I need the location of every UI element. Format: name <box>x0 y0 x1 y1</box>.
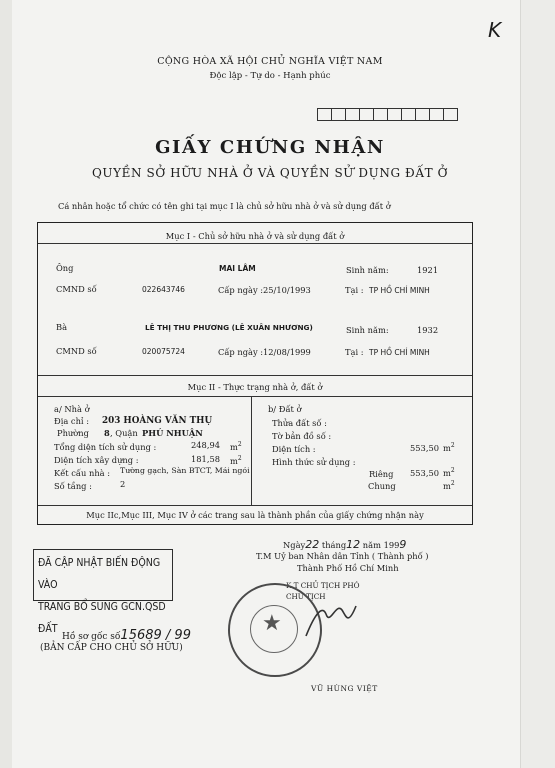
map-sheet-label: Tờ bản đồ số : <box>272 431 332 441</box>
owner2-birth-year: 1932 <box>417 325 439 335</box>
address-label: Địa chỉ : <box>54 416 90 426</box>
owner2-place: TP HỒ CHÍ MINH <box>369 348 430 357</box>
signature-title: K.T CHỦ TỊCH PHÓ CHỦ TỊCH <box>286 581 360 601</box>
owner2-birth-label: Sinh năm: <box>346 325 389 335</box>
floor-area-unit: $m^2$ <box>230 441 242 452</box>
serial-number-boxes <box>317 108 457 121</box>
owner1-birth-year: 1921 <box>417 265 439 275</box>
floor-area-value: 248,94 <box>191 440 221 450</box>
floors-label: Số tầng : <box>54 481 92 491</box>
owner1-id-number: 022643746 <box>142 285 185 294</box>
owner1-id-label: CMND số <box>56 284 97 294</box>
owner2-name: LÊ THỊ THU PHƯƠNG (LÊ XUÂN NHƯƠNG) <box>145 323 313 332</box>
section2-heading: Mục II - Thực trạng nhà ở, đất ở <box>187 382 323 392</box>
authority-line2: Thành Phố Hồ Chí Minh <box>297 563 399 573</box>
owner1-prefix: Ông <box>56 263 74 273</box>
built-area-unit: $m^2$ <box>230 455 242 466</box>
signature <box>300 596 360 646</box>
page-edge <box>520 0 555 768</box>
usage-label: Hình thức sử dụng : <box>272 457 356 467</box>
address-value: 203 HOÀNG VĂN THỤ <box>102 416 213 426</box>
update-stamp-line1: ĐÃ CẬP NHẬT BIẾN ĐỘNG VÀO <box>38 557 161 591</box>
ward-label: Phường <box>57 428 89 438</box>
ward-value: 8 <box>104 428 110 438</box>
document-title: GIẤY CHỨNG NHẬN <box>155 137 385 158</box>
shared-label: Chung <box>368 481 396 491</box>
owner2-issue-date: 12/08/1999 <box>263 347 311 357</box>
floors-value: 2 <box>120 479 126 489</box>
built-area-value: 181,58 <box>191 454 221 464</box>
owner2-issue-label: Cấp ngày : <box>218 347 264 357</box>
country-header: CỘNG HÒA XÃ HỘI CHỦ NGHĨA VIỆT NAM <box>157 56 383 67</box>
private-area-value: 553,50 <box>410 468 440 478</box>
floor-area-label: Tổng diện tích sử dụng : <box>54 442 157 452</box>
district-label: , Quận <box>110 428 138 438</box>
seal-star-icon: ★ <box>262 611 282 636</box>
owner2-place-label: Tại : <box>345 347 364 357</box>
built-area-label: Diện tích xây dựng : <box>54 455 139 465</box>
record-number-line: Hồ sơ gốc số15689 / 99 <box>62 628 191 643</box>
intro-text: Cá nhân hoặc tổ chức có tên ghi tại mục I là chủ sở hữu nhà ở và sử dụng đất ở <box>58 201 391 211</box>
parcel-label: Thửa đất số : <box>272 418 327 428</box>
owner1-issue-label: Cấp ngày : <box>218 285 264 295</box>
owner2-prefix: Bà <box>56 322 68 332</box>
house-label: a/ Nhà ở <box>54 404 90 414</box>
motto: Độc lập - Tự do - Hạnh phúc <box>209 71 331 81</box>
section-note: Mục IIc,Mục III, Mục IV ở các trang sau là thành phần của giấy chứng nhận này <box>86 510 424 520</box>
signer-name: VŨ HÙNG VIỆT <box>311 684 378 693</box>
authority-line1: T.M Uỷ ban Nhân dân Tỉnh ( Thành phố ) <box>256 551 429 561</box>
land-label: b/ Đất ở <box>268 404 302 414</box>
land-area-unit: $m^2$ <box>443 442 455 453</box>
structure-value: Tường gạch, Sàn BTCT, Mái ngói <box>120 466 250 475</box>
update-stamp <box>33 549 173 635</box>
structure-label: Kết cấu nhà : <box>54 468 111 478</box>
owner1-issue-date: 25/10/1993 <box>263 285 311 295</box>
document-subtitle: QUYỀN SỞ HỮU NHÀ Ở VÀ QUYỀN SỬ DỤNG ĐẤT Ở <box>91 166 449 180</box>
owner2-id-number: 020075724 <box>142 347 185 356</box>
section1-heading: Mục I - Chủ sở hữu nhà ở và sử dụng đất ở <box>165 231 345 241</box>
land-area-value: 553,50 <box>410 443 440 453</box>
private-label: Riêng <box>369 469 394 479</box>
update-stamp-line2: TRANG BỔ SUNG GCN.QSD ĐẤT <box>38 601 166 635</box>
district-value: PHÚ NHUẬN <box>142 428 203 438</box>
owner1-place-label: Tại : <box>345 285 364 295</box>
owner1-birth-label: Sinh năm: <box>346 265 389 275</box>
private-area-unit: $m^2$ <box>443 467 455 478</box>
record-note: (BẢN CẤP CHO CHỦ SỞ HỮU) <box>40 643 183 653</box>
owner1-place: TP HỒ CHÍ MINH <box>369 286 430 295</box>
corner-mark: K <box>488 18 502 42</box>
issue-date-line: Ngày22 tháng12 năm 1999 <box>283 538 407 551</box>
shared-area-unit: $m^2$ <box>443 480 455 491</box>
owner2-id-label: CMND số <box>56 346 97 356</box>
land-area-label: Diện tích : <box>272 444 316 454</box>
owner1-name: MAI LÂM <box>219 264 256 273</box>
